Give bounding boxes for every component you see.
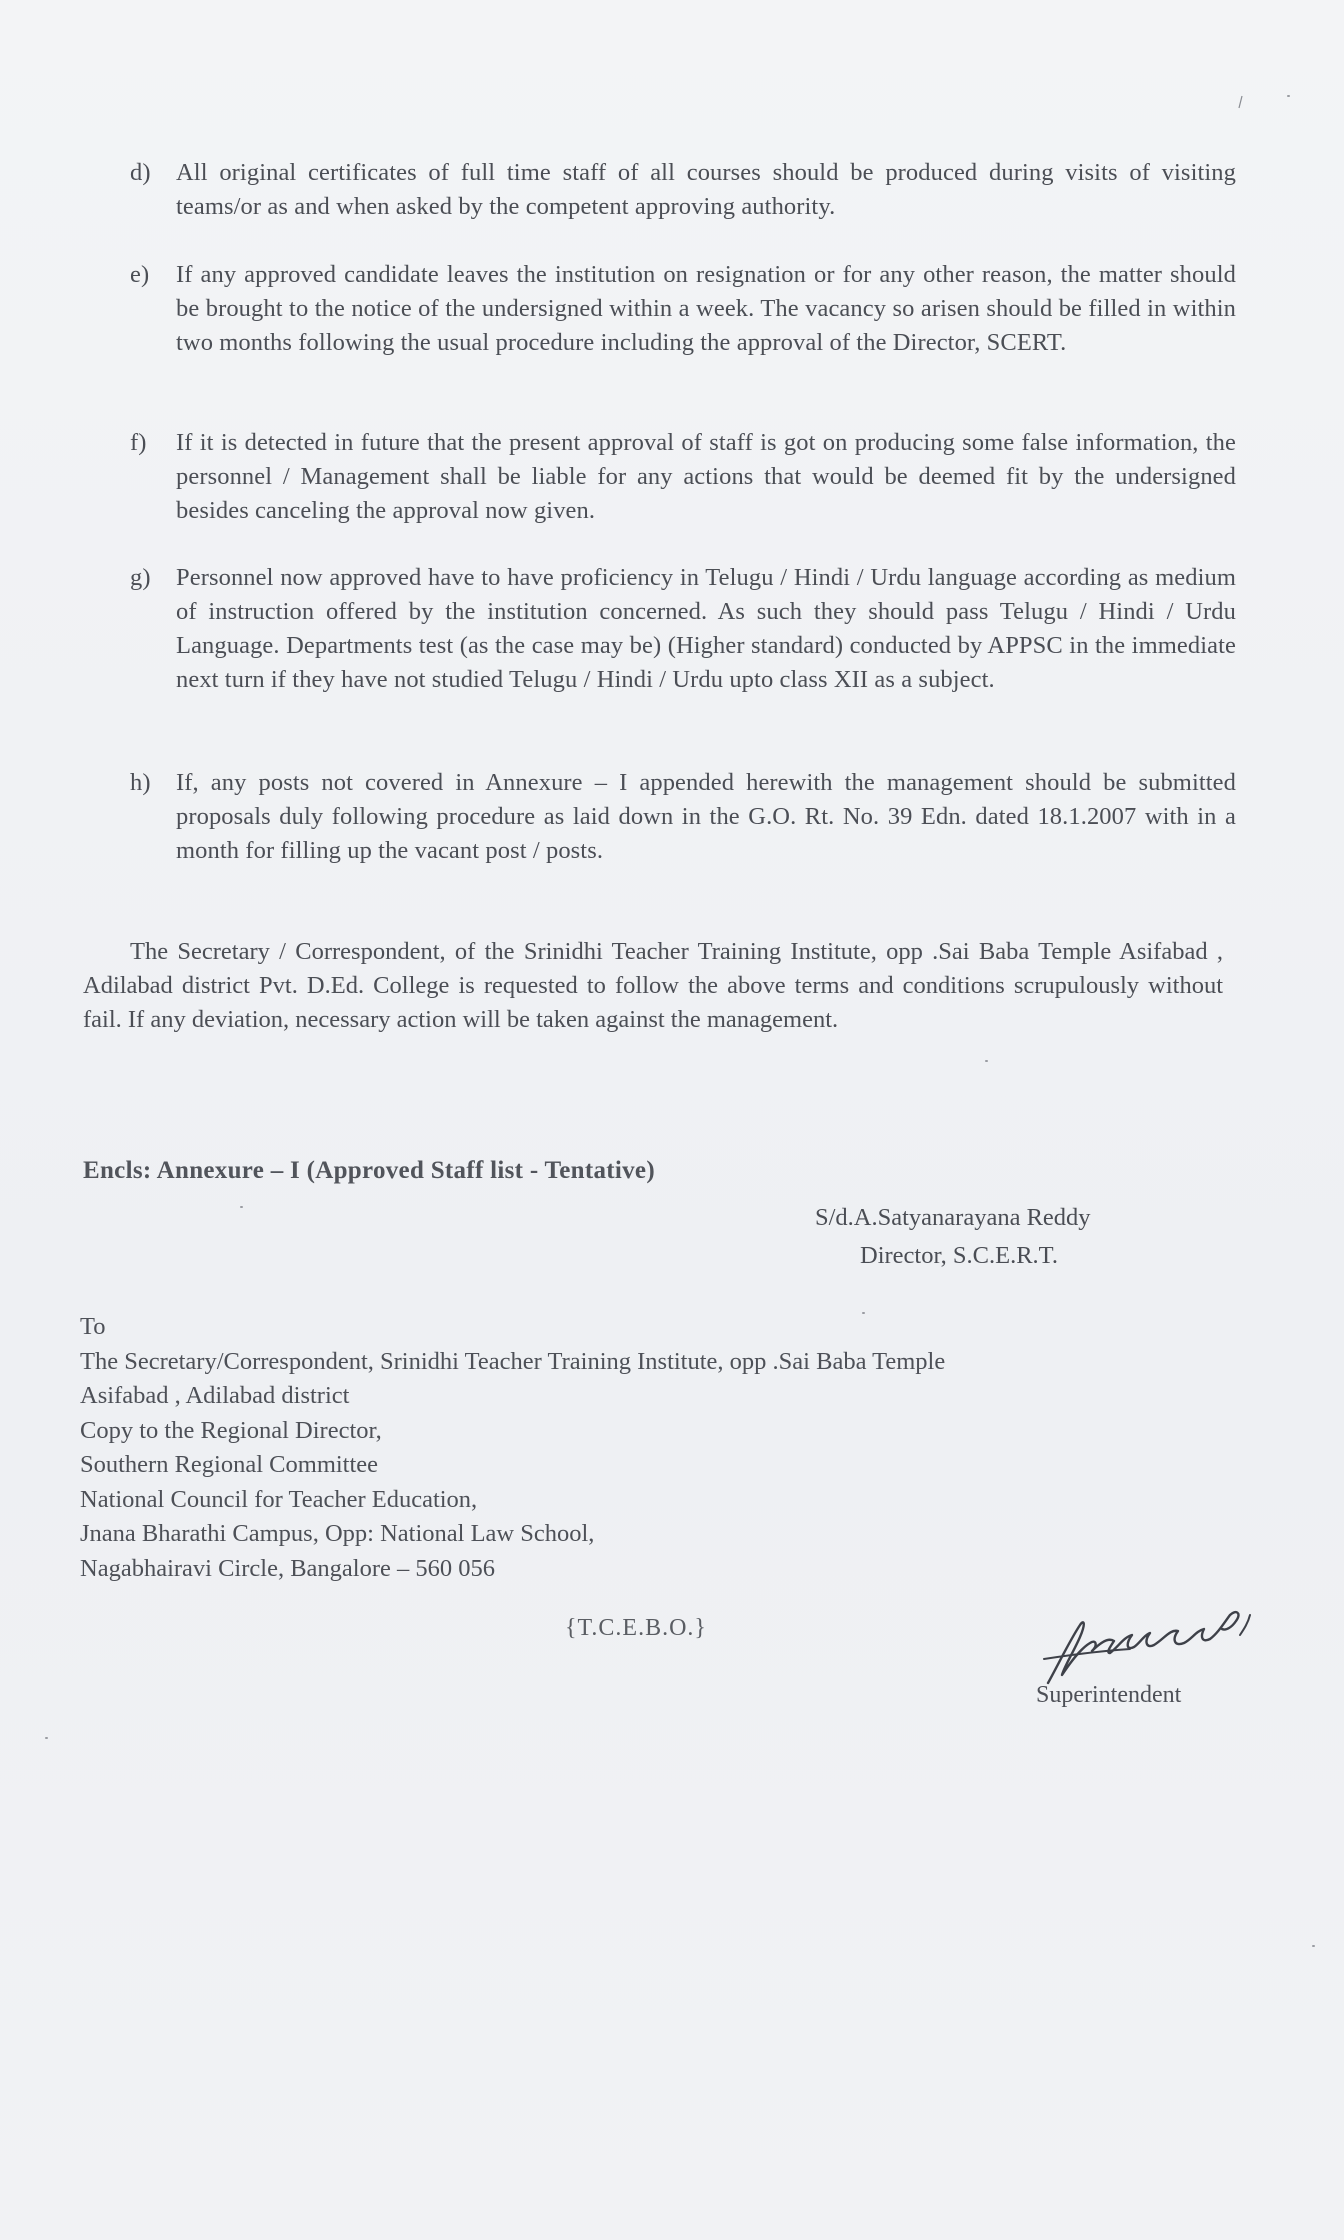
scan-speck [862, 1312, 865, 1314]
signatory-block [815, 1199, 1195, 1275]
enclosure-note: Encls: Annexure – I (Approved Staff list - Tentative) [83, 1157, 655, 1184]
handwritten-signature [1040, 1585, 1270, 1695]
signatory-title: Director, S.C.E.R.T. [860, 1242, 1058, 1269]
condition-h [130, 766, 1236, 868]
condition-text: If any approved candidate leaves the institution on resignation or for any other reason, the matter should be brought to the notice of the undersigned within a week. The vacancy so arisen should be filled in within two months following the usual procedure including the approval of the Director, SCERT. [176, 261, 1236, 356]
condition-label: d) [130, 159, 151, 186]
signatory-name: S/d.A.Satyanarayana Reddy [815, 1204, 1091, 1231]
condition-f [130, 426, 1236, 528]
superintendent-label: Superintendent [1036, 1682, 1182, 1708]
scan-speck [1312, 1945, 1315, 1947]
condition-d [130, 156, 1236, 224]
condition-text: If it is detected in future that the present approval of staff is got on producing some false information, the personnel / Management shall be liable for any actions that would be deemed fit by the undersigned besides canceling the approval now given. [176, 429, 1236, 524]
condition-label: h) [130, 769, 151, 796]
pen-tick-mark [1236, 95, 1244, 109]
address-block [80, 1310, 945, 1586]
condition-text: Personnel now approved have to have proficiency in Telugu / Hindi / Urdu language according as medium of instruction offered by the institution concerned. As such they should pass Telugu / Hindi / Urdu Language. Departments test (as the case may be) (Higher standard) conducted by APPSC in the immediate next turn if they have not studied Telugu / Hindi / Urdu upto class XII as a subject. [176, 564, 1236, 693]
address-line: Asifabad , Adilabad district [80, 1382, 350, 1409]
address-line: Nagabhairavi Circle, Bangalore – 560 056 [80, 1554, 496, 1582]
scan-speck [45, 1737, 48, 1739]
scan-speck [1287, 95, 1290, 97]
scan-speck [240, 1206, 243, 1208]
condition-label: g) [130, 564, 151, 591]
condition-label: e) [130, 261, 150, 288]
condition-label: f) [130, 429, 147, 456]
address-line: Copy to the Regional Director, [80, 1416, 382, 1444]
closing-paragraph: The Secretary / Correspondent, of the Srinidhi Teacher Training Institute, opp .Sai Baba Temple Asifabad , Adilabad district Pvt. D.Ed. College is requested to follow the above terms and conditions scrupulously without fail. If any deviation, necessary action will be taken against the management. [83, 938, 1223, 1033]
scan-speck [985, 1060, 988, 1062]
address-line: Jnana Bharathi Campus, Opp: National Law School, [80, 1520, 595, 1547]
condition-text: All original certificates of full time staff of all courses should be produced during visits of visiting teams/or as and when asked by the competent approving authority. [176, 159, 1236, 220]
address-line: The Secretary/Correspondent, Srinidhi Teacher Training Institute, opp .Sai Baba Temple [80, 1347, 946, 1375]
condition-g [130, 561, 1236, 697]
address-line: National Council for Teacher Education, [80, 1485, 478, 1513]
address-to: To [80, 1313, 106, 1340]
address-line: Southern Regional Committee [80, 1451, 379, 1478]
condition-e [130, 258, 1236, 360]
condition-text: If, any posts not covered in Annexure – I appended herewith the management should be submitted proposals duly following procedure as laid down in the G.O. Rt. No. 39 Edn. dated 18.1.2007 with in a month for filling up the vacant post / posts. [176, 769, 1236, 864]
office-code: {T.C.E.B.O.} [565, 1615, 707, 1641]
